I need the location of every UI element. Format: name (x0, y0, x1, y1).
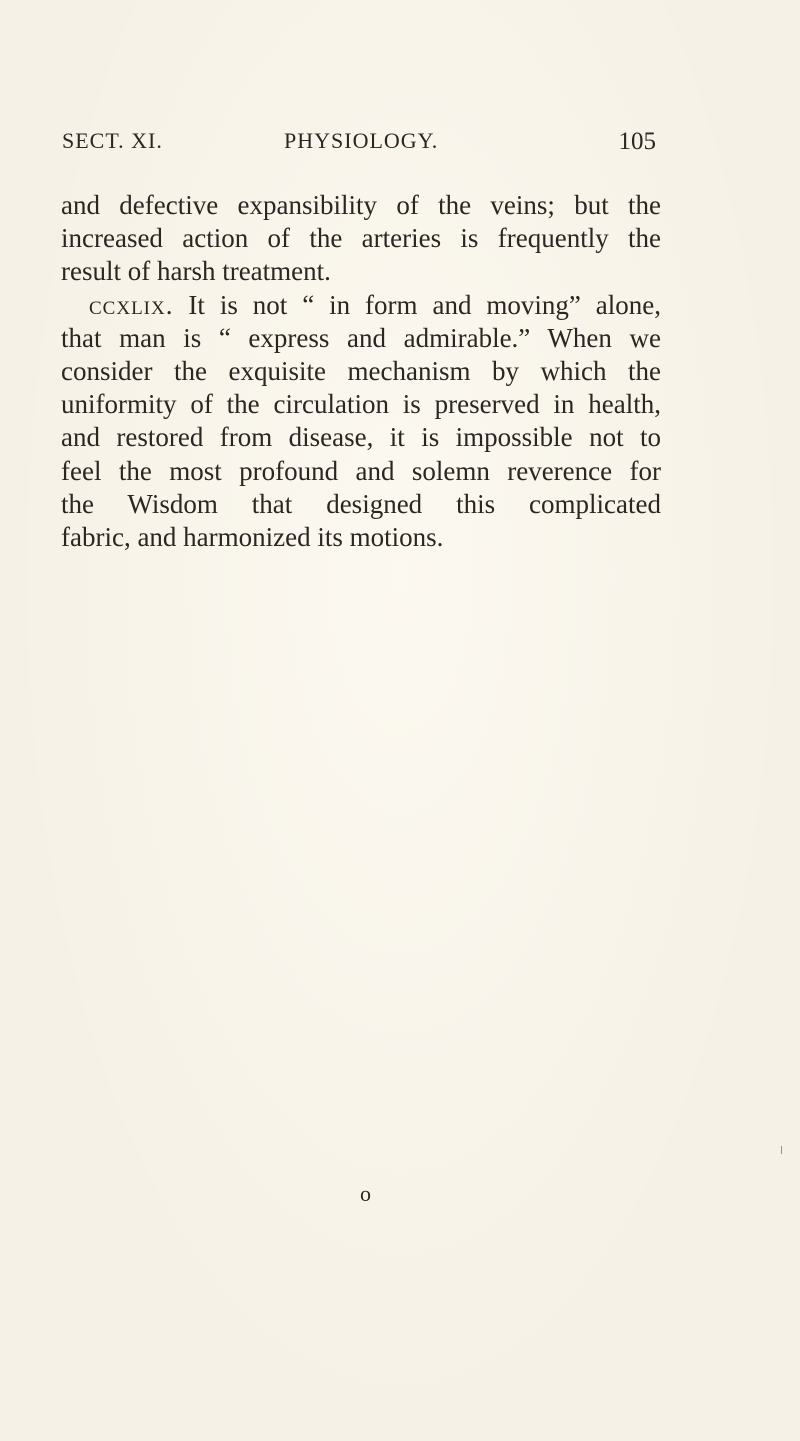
text-line-5: that man is “ express and admirable.” When we (61, 322, 661, 353)
signature-mark: o (360, 1181, 371, 1206)
text-line-1: and defective expansibility of the veins; but the (61, 190, 661, 220)
paragraph-start-line (61, 289, 661, 322)
text-line-4: It is not “ in form and moving” alone, (188, 289, 662, 320)
section-mark: ccxlix. (89, 289, 174, 320)
text-line-8: and restored from disease, it is impossible not to (61, 422, 661, 453)
text-line-6: consider the exquisite mechanism by which the (61, 356, 661, 387)
margin-tick (781, 1146, 782, 1154)
text-line-10: the Wisdom that designed this complicated (61, 488, 661, 519)
page-number: 105 (618, 128, 656, 155)
running-header (62, 128, 656, 162)
text-line-2: increased action of the arteries is frequently the (61, 223, 661, 254)
text-line-3: result of harsh treatment. (61, 256, 331, 287)
body-text (61, 189, 661, 554)
section-label: SECT. XI. (62, 128, 163, 153)
running-title: PHYSIOLOGY. (284, 128, 439, 153)
text-line-7: uniformity of the circulation is preserved in health, (61, 389, 661, 420)
text-line-9: feel the most profound and solemn reverence for (61, 455, 661, 486)
text-line-11: fabric, and harmonized its motions. (61, 522, 444, 553)
